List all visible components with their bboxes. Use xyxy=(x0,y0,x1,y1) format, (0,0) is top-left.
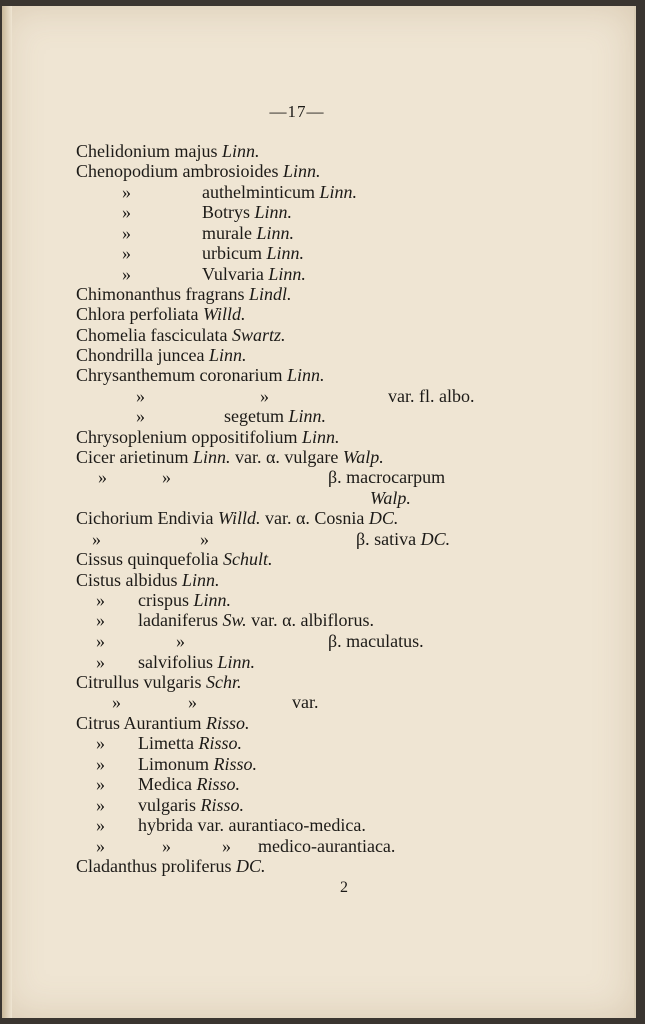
author-abbrev: Linn. xyxy=(268,264,306,284)
line-text: » xyxy=(98,467,107,487)
list-line xyxy=(370,488,411,508)
line-text: » xyxy=(122,223,131,243)
list-line xyxy=(122,243,131,263)
author-abbrev: Linn. xyxy=(182,570,220,590)
signature-mark: 2 xyxy=(340,879,348,896)
line-text: Chrysanthemum coronarium xyxy=(76,365,287,385)
page-spine-shadow xyxy=(2,6,12,1018)
list-line xyxy=(96,795,105,815)
line-text: Chenopodium ambrosioides xyxy=(76,161,283,181)
author-abbrev: Lindl. xyxy=(248,284,292,304)
list-line xyxy=(76,508,398,528)
list-line xyxy=(176,631,185,651)
author-abbrev: Linn. xyxy=(302,427,340,447)
list-line xyxy=(76,447,384,467)
list-line xyxy=(96,631,105,651)
author-abbrev: Linn. xyxy=(222,141,260,161)
author-abbrev: Schult. xyxy=(223,549,273,569)
list-line xyxy=(138,815,366,835)
author-abbrev: DC. xyxy=(420,529,451,549)
line-text: murale xyxy=(202,223,257,243)
list-line xyxy=(138,733,242,753)
list-line xyxy=(96,754,105,774)
list-line xyxy=(388,386,474,406)
list-line xyxy=(92,529,101,549)
author-abbrev: Walp. xyxy=(370,488,411,508)
line-text: hybrida var. aurantiaco-medica. xyxy=(138,815,366,835)
list-line xyxy=(188,692,197,712)
list-line xyxy=(222,836,231,856)
line-text: var. fl. albo. xyxy=(388,386,475,406)
list-line xyxy=(76,549,273,569)
line-text: » xyxy=(122,243,131,263)
list-line xyxy=(112,692,121,712)
line-text: » xyxy=(122,202,131,222)
author-abbrev: Willd. xyxy=(202,304,246,324)
author-abbrev: Linn. xyxy=(286,365,325,385)
author-abbrev: Linn. xyxy=(288,406,327,426)
list-line xyxy=(96,815,105,835)
list-line xyxy=(260,386,269,406)
line-text: Chrysoplenium oppositifolium xyxy=(76,427,303,447)
list-line xyxy=(202,223,294,243)
list-line xyxy=(122,202,131,222)
list-line xyxy=(162,836,171,856)
line-text: » xyxy=(96,815,105,835)
line-text: authelminticum xyxy=(202,182,320,202)
line-text: » xyxy=(96,610,105,630)
line-text: ladaniferus xyxy=(138,610,223,630)
author-abbrev: Linn. xyxy=(266,243,305,263)
author-abbrev: Linn. xyxy=(256,223,294,243)
line-text: Citrullus vulgaris xyxy=(76,672,206,692)
line-text: » xyxy=(136,386,145,406)
line-text: » xyxy=(92,529,101,549)
line-text: β. sativa xyxy=(356,529,421,549)
list-line xyxy=(200,529,209,549)
line-text: Cladanthus proliferus xyxy=(76,856,236,876)
line-text: var. xyxy=(292,692,319,712)
list-line xyxy=(76,570,220,590)
list-line xyxy=(162,467,171,487)
line-text: » xyxy=(96,652,105,672)
author-abbrev: Linn. xyxy=(282,161,321,181)
line-text: Limetta xyxy=(138,733,199,753)
line-text: » xyxy=(96,733,105,753)
list-line xyxy=(96,590,105,610)
line-text: segetum xyxy=(224,406,289,426)
list-line xyxy=(202,202,292,222)
list-line xyxy=(76,284,291,304)
line-text: Cissus quinquefolia xyxy=(76,549,223,569)
author-abbrev: Linn. xyxy=(254,202,293,222)
list-line xyxy=(138,590,231,610)
line-text: salvifolius xyxy=(138,652,218,672)
list-line xyxy=(96,733,105,753)
list-line xyxy=(96,836,105,856)
line-text: » xyxy=(176,631,185,651)
author-abbrev: Risso. xyxy=(198,733,242,753)
author-abbrev: Swartz. xyxy=(231,325,286,345)
author-abbrev: Linn. xyxy=(193,590,232,610)
list-line xyxy=(76,365,324,385)
line-text: β. maculatus. xyxy=(328,631,424,651)
line-text: » xyxy=(96,774,105,794)
list-line xyxy=(76,325,285,345)
book-page xyxy=(2,6,636,1018)
list-line xyxy=(328,631,424,651)
author-abbrev: DC. xyxy=(235,856,266,876)
line-text: Vulvaria xyxy=(202,264,269,284)
line-text: » xyxy=(188,692,197,712)
line-text: » xyxy=(162,467,171,487)
list-line xyxy=(138,754,257,774)
list-line xyxy=(138,610,374,630)
author-abbrev: Risso. xyxy=(213,754,258,774)
line-text: Chelidonium majus xyxy=(76,141,222,161)
author-abbrev: Linn. xyxy=(208,345,247,365)
line-text: var. α. Cosnia xyxy=(260,508,369,528)
page-number: —17— xyxy=(269,102,325,121)
list-line xyxy=(96,774,105,794)
list-line xyxy=(122,223,131,243)
line-text: » xyxy=(96,590,105,610)
line-text: » xyxy=(222,836,231,856)
author-abbrev: Willd. xyxy=(217,508,261,528)
line-text: var. α. vulgare xyxy=(230,447,343,467)
line-text: » xyxy=(96,836,105,856)
line-text: » xyxy=(122,182,131,202)
list-line xyxy=(76,856,266,876)
line-text: β. macrocarpum xyxy=(328,467,446,487)
line-text: Medica xyxy=(138,774,197,794)
line-text: var. α. albiflorus. xyxy=(246,610,375,630)
list-line xyxy=(76,304,245,324)
list-line xyxy=(258,836,395,856)
line-text: Cistus albidus xyxy=(76,570,183,590)
list-line xyxy=(76,345,246,365)
line-text: » xyxy=(200,529,209,549)
line-text: Chlora perfoliata xyxy=(76,304,203,324)
list-line xyxy=(224,406,326,426)
list-line xyxy=(328,467,445,487)
line-text: » xyxy=(162,836,171,856)
author-abbrev: Sw. xyxy=(222,610,247,630)
list-line xyxy=(96,610,105,630)
author-abbrev: Walp. xyxy=(342,447,384,467)
author-abbrev: Schr. xyxy=(206,672,242,692)
line-text: Cicer arietinum xyxy=(76,447,193,467)
list-line xyxy=(202,264,306,284)
list-line xyxy=(122,182,131,202)
list-line xyxy=(122,264,131,284)
line-text: urbicum xyxy=(202,243,267,263)
list-line xyxy=(138,774,240,794)
list-line xyxy=(202,243,304,263)
author-abbrev: Linn. xyxy=(319,182,357,202)
list-line xyxy=(138,795,244,815)
line-text: crispus xyxy=(138,590,194,610)
line-text: » xyxy=(260,386,269,406)
list-line xyxy=(136,406,145,426)
list-line xyxy=(292,692,319,712)
line-text: » xyxy=(96,754,105,774)
list-line xyxy=(138,652,255,672)
line-text: Chomelia fasciculata xyxy=(76,325,232,345)
list-line xyxy=(76,427,340,447)
line-text: » xyxy=(96,631,105,651)
line-text: » xyxy=(136,406,145,426)
list-line xyxy=(76,672,242,692)
line-text: Chondrilla juncea xyxy=(76,345,209,365)
list-line xyxy=(76,713,250,733)
line-text: Citrus Aurantium xyxy=(76,713,206,733)
list-line xyxy=(136,386,145,406)
list-line xyxy=(356,529,450,549)
list-line xyxy=(98,467,107,487)
list-line xyxy=(202,182,357,202)
line-text: » xyxy=(112,692,121,712)
author-abbrev: Risso. xyxy=(200,795,245,815)
author-abbrev: Risso. xyxy=(206,713,250,733)
author-abbrev: DC. xyxy=(368,508,399,528)
line-text: Chimonanthus fragrans xyxy=(76,284,249,304)
line-text: Botrys xyxy=(202,202,255,222)
line-text: Limonum xyxy=(138,754,214,774)
line-text: medico-aurantiaca. xyxy=(258,836,396,856)
author-abbrev: Risso. xyxy=(196,774,240,794)
line-text: vulgaris xyxy=(138,795,201,815)
author-abbrev: Linn. xyxy=(192,447,231,467)
line-text: Cichorium Endivia xyxy=(76,508,218,528)
line-text: » xyxy=(96,795,105,815)
author-abbrev: Linn. xyxy=(217,652,256,672)
list-line xyxy=(76,161,321,181)
line-text: » xyxy=(122,264,131,284)
list-line xyxy=(76,141,260,161)
list-line xyxy=(96,652,105,672)
